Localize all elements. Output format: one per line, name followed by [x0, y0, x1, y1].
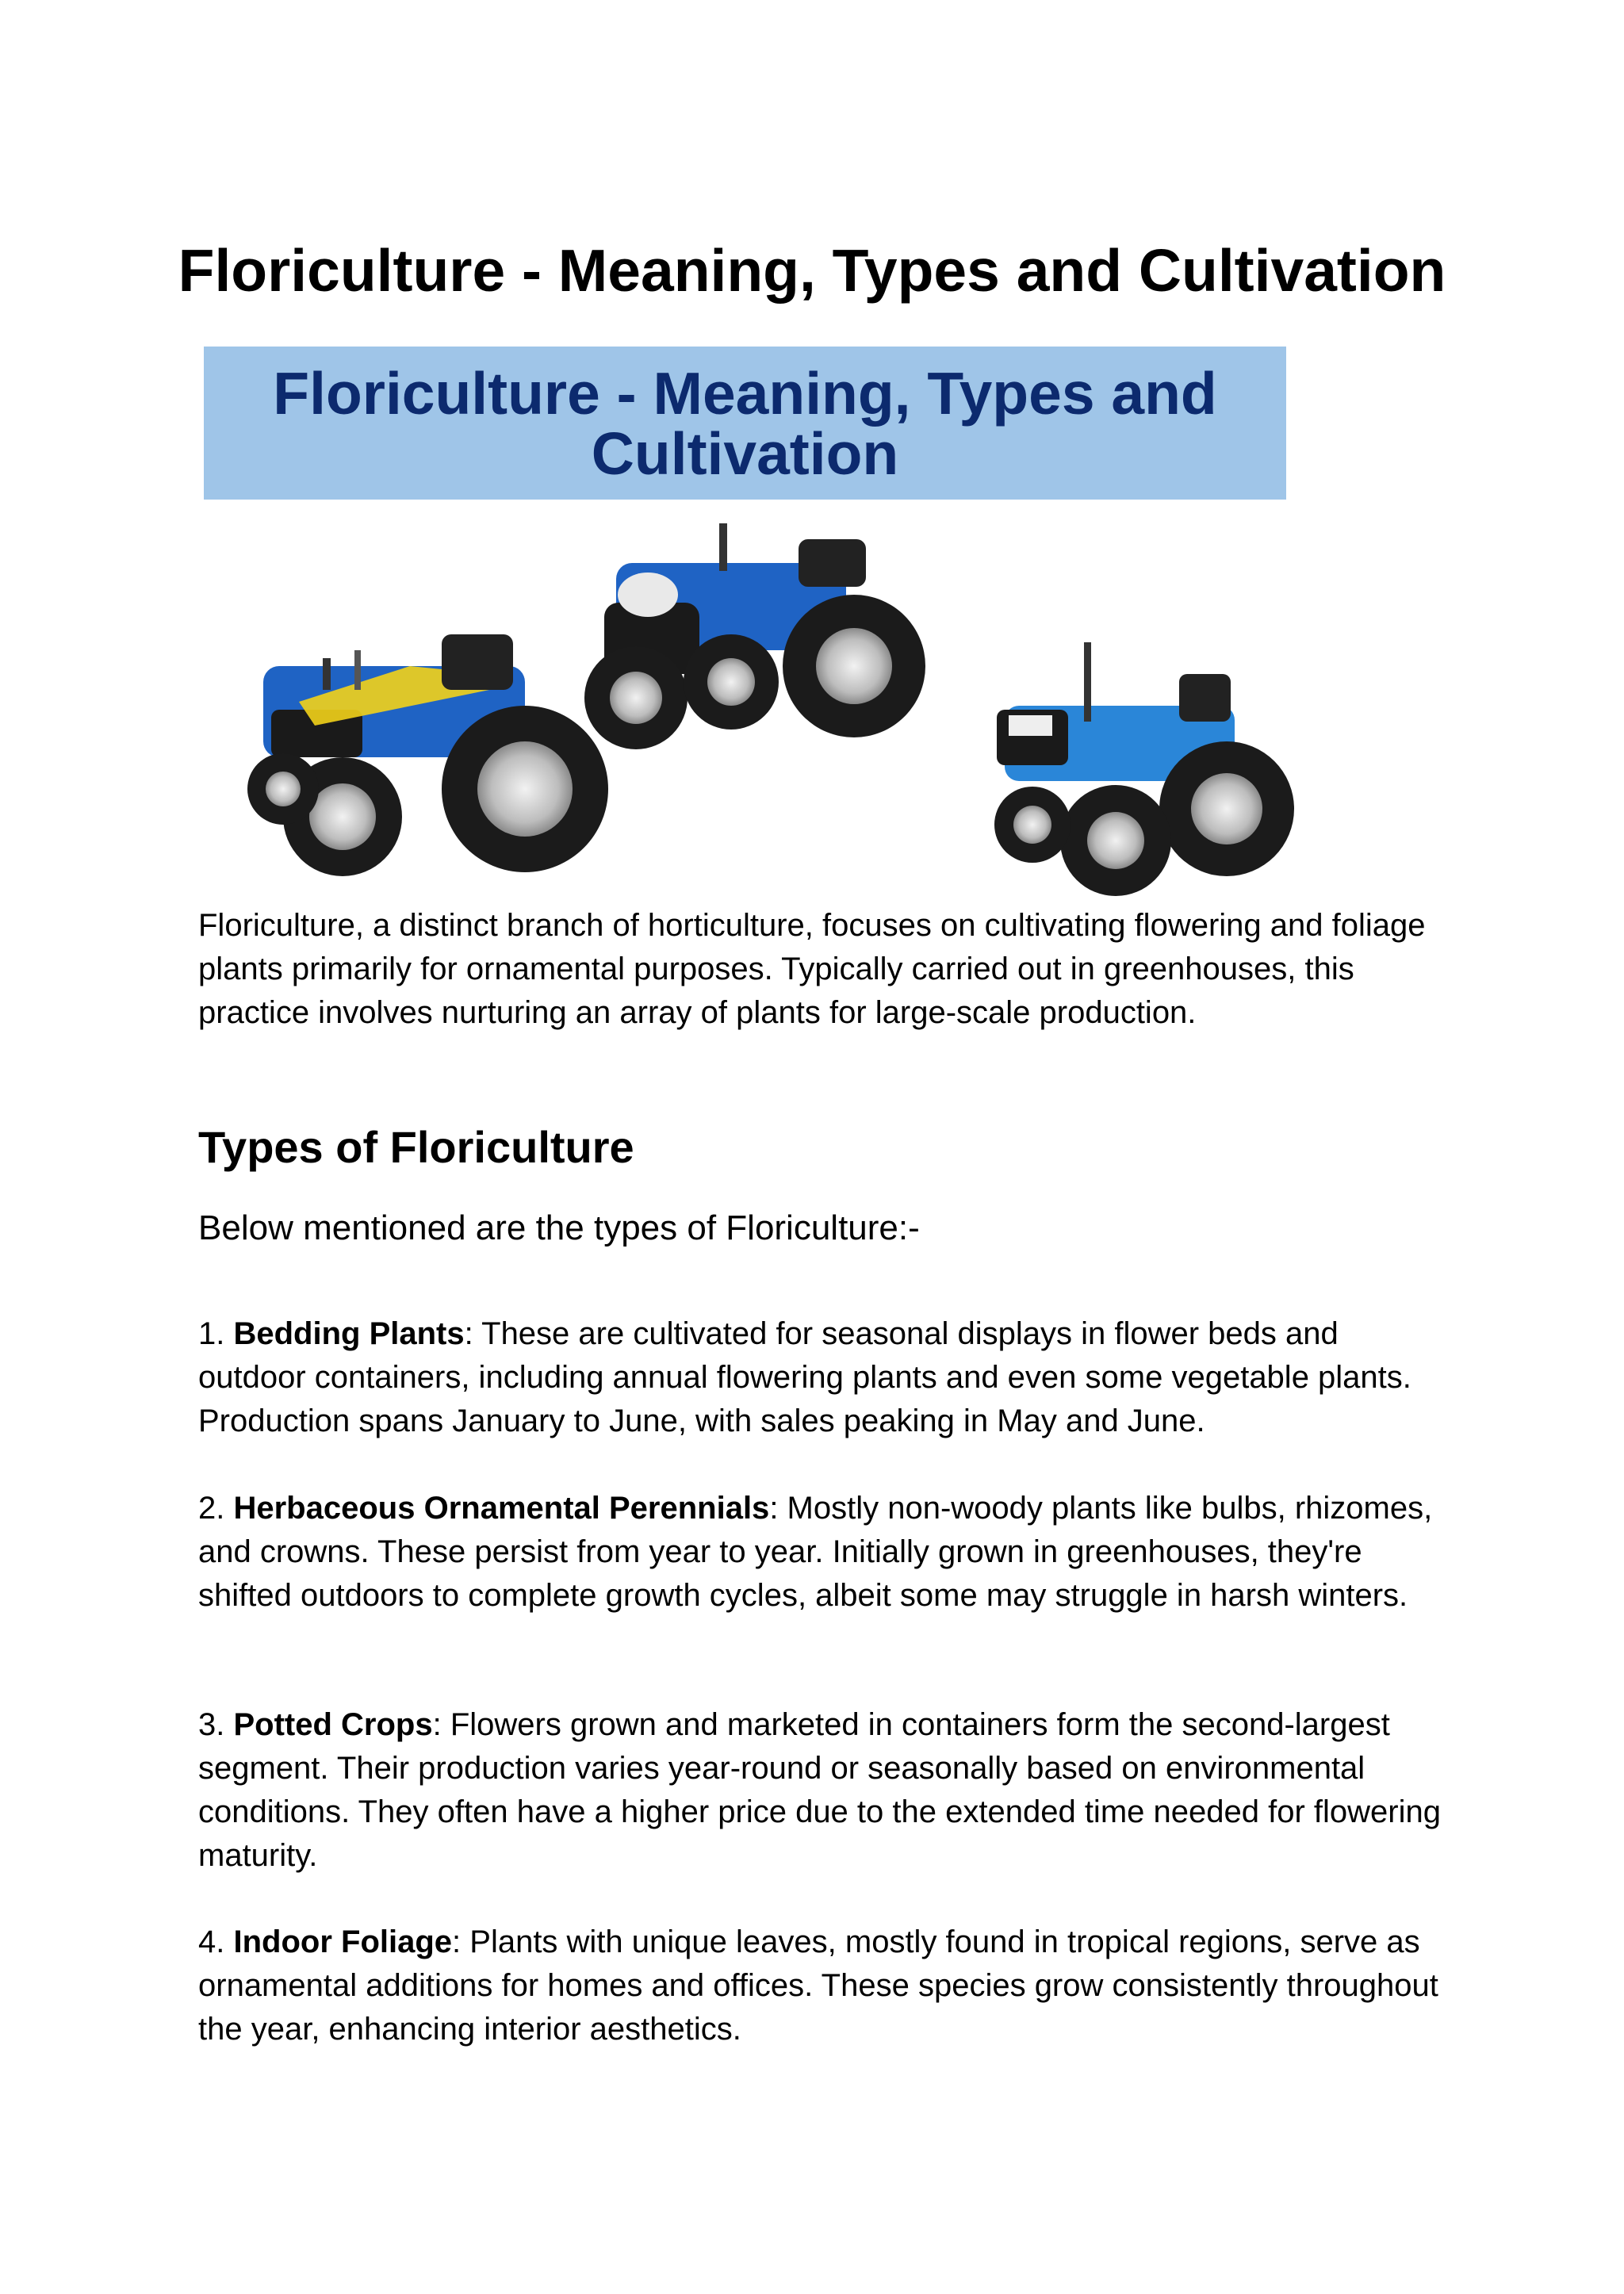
banner-line-1: Floriculture - Meaning, Types and — [273, 359, 1217, 427]
tractor-right — [994, 642, 1294, 896]
item-name: Herbaceous Ornamental Perennials — [233, 1491, 770, 1526]
item-number: 3. — [198, 1707, 225, 1742]
item-number: 4. — [198, 1924, 225, 1959]
item-number: 2. — [198, 1491, 225, 1526]
title-banner — [204, 347, 1286, 500]
item-name: Indoor Foliage — [233, 1924, 453, 1959]
banner-line-2: Cultivation — [591, 419, 899, 487]
document-title: Floriculture - Meaning, Types and Cultivation — [178, 237, 1446, 304]
tractor-left — [247, 634, 608, 876]
types-lead: Below mentioned are the types of Floriculture:- — [198, 1208, 920, 1247]
tractors-image — [204, 507, 1330, 896]
type-item-herbaceous-perennials — [198, 1487, 1451, 1618]
item-text: : Mostly non-woody plants like bulbs, rhizomes, and crowns. These persist from year to year. Initially grown in greenhouses, they're shifted outdoors to complete growth cycles, albeit some may struggle in harsh winters. — [198, 1491, 1433, 1613]
item-number: 1. — [198, 1316, 225, 1351]
intro-paragraph: Floriculture, a distinct branch of horticulture, focuses on cultivating flowering and foliage plants primarily for ornamental purposes. Typically carried out in greenhouses, this practice involves nurturing an array of plants for large-scale production. — [198, 908, 1426, 1030]
type-item-potted-crops — [198, 1703, 1451, 1878]
type-item-bedding-plants — [198, 1312, 1451, 1443]
item-text: : Plants with unique leaves, mostly found in tropical regions, serve as ornamental additions for homes and offices. These species grow consistently throughout the year, enhancing interior aesthetics. — [198, 1924, 1438, 2047]
type-item-indoor-foliage — [198, 1921, 1451, 2051]
tractor-middle — [584, 523, 925, 749]
item-name: Potted Crops — [233, 1707, 433, 1742]
section-title: Types of Floriculture — [198, 1122, 634, 1172]
item-text: : These are cultivated for seasonal displays in flower beds and outdoor containers, including annual flowering plants and even some vegetable plants. Production spans January to June, with sales peaking in May and June. — [198, 1316, 1411, 1438]
item-text: : Flowers grown and marketed in containers form the second-largest segment. Their production varies year-round or seasonally based on environmental conditions. They often have a higher price due to the extended time needed for flowering maturity. — [198, 1707, 1441, 1873]
item-name: Bedding Plants — [233, 1316, 465, 1351]
